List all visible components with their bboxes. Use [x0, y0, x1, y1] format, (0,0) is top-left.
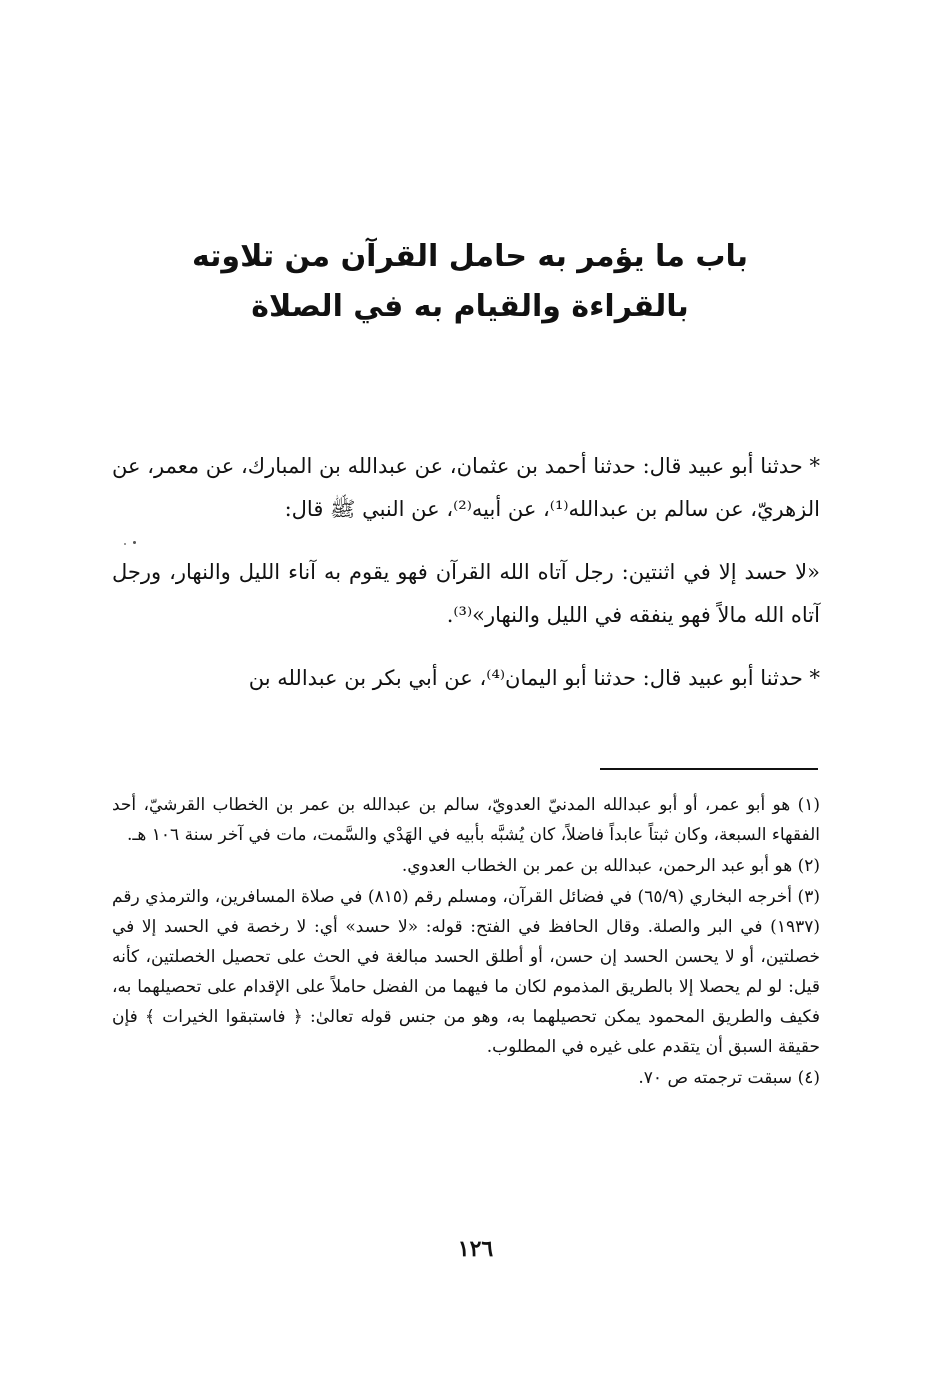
chapter-title	[120, 232, 820, 332]
footnote-2: (٢) هو أبو عبد الرحمن، عبدالله بن عمر بن الخطاب العدوي.	[401, 856, 820, 876]
footnote-1: (١) هو أبو عمر، أو أبو عبدالله المدنيّ العدويّ، سالم بن عبدالله بن عمر بن الخطاب القرشيّ، أحد الفقهاء السبعة، وكان ثبتاً عابداً فاضلاً، كان يُشبَّه بأبيه في الهَدْي والسَّمت، مات في آخر سنة ١٠٦ هـ.	[112, 795, 820, 845]
main-text	[112, 445, 820, 700]
footnotes	[112, 790, 820, 1094]
scan-speck	[124, 543, 126, 545]
footnote-separator	[600, 768, 818, 770]
scan-speck	[133, 541, 136, 544]
hadith-text: «لا حسد إلا في اثنتين: رجل آتاه الله القرآن فهو يقوم به آناء الليل والنهار، ورجل آتاه الله مالاً فهو ينفقه في الليل والنهار»⁽³⁾.	[112, 560, 820, 627]
hadith-chain-1: * حدثنا أبو عبيد قال: حدثنا أحمد بن عثمان، عن عبدالله بن المبارك، عن معمر، عن الزهريّ، عن سالم بن عبدالله⁽¹⁾، عن أبيه⁽²⁾، عن النبي ﷺ قال:	[112, 454, 820, 521]
footnote-3: (٣) أخرجه البخاري (٦٥/٩) في فضائل القرآن، ومسلم رقم (٨١٥) في صلاة المسافرين، والترمذي رقم (١٩٣٧) في البر والصلة. وقال الحافظ في الفتح: قوله: «لا حسد» أي: لا رخصة في الحسد إلا في خصلتين، أو لا يحسن الحسد إن حسن، أو أطلق الحسد مبالغة في الحث على تحصيل الخصلتين، كأنه قيل: لو لم يحصلا إلا بالطريق المذموم لكان ما فيهما من الفضل حاملاً على الإقدام على تحصيلهما به، فكيف والطريق المحمود يمكن تحصيلهما به، وهو من جنس قوله تعالىٰ: ﴿ فاستبقوا الخيرات ﴾ فإن حقيقة السبق أن يتقدم على غيره في المطلوب.	[112, 887, 820, 1057]
chapter-title-line-2: بالقراءة والقيام به في الصلاة	[251, 289, 689, 324]
footnote-4: (٤) سبقت ترجمته ص ٧٠.	[638, 1068, 820, 1088]
hadith-chain-2: * حدثنا أبو عبيد قال: حدثنا أبو اليمان⁽⁴⁾، عن أبي بكر بن عبدالله بن	[248, 666, 820, 690]
page-number: ١٢٦	[457, 1236, 494, 1262]
chapter-title-line-1: باب ما يؤمر به حامل القرآن من تلاوته	[191, 239, 749, 274]
